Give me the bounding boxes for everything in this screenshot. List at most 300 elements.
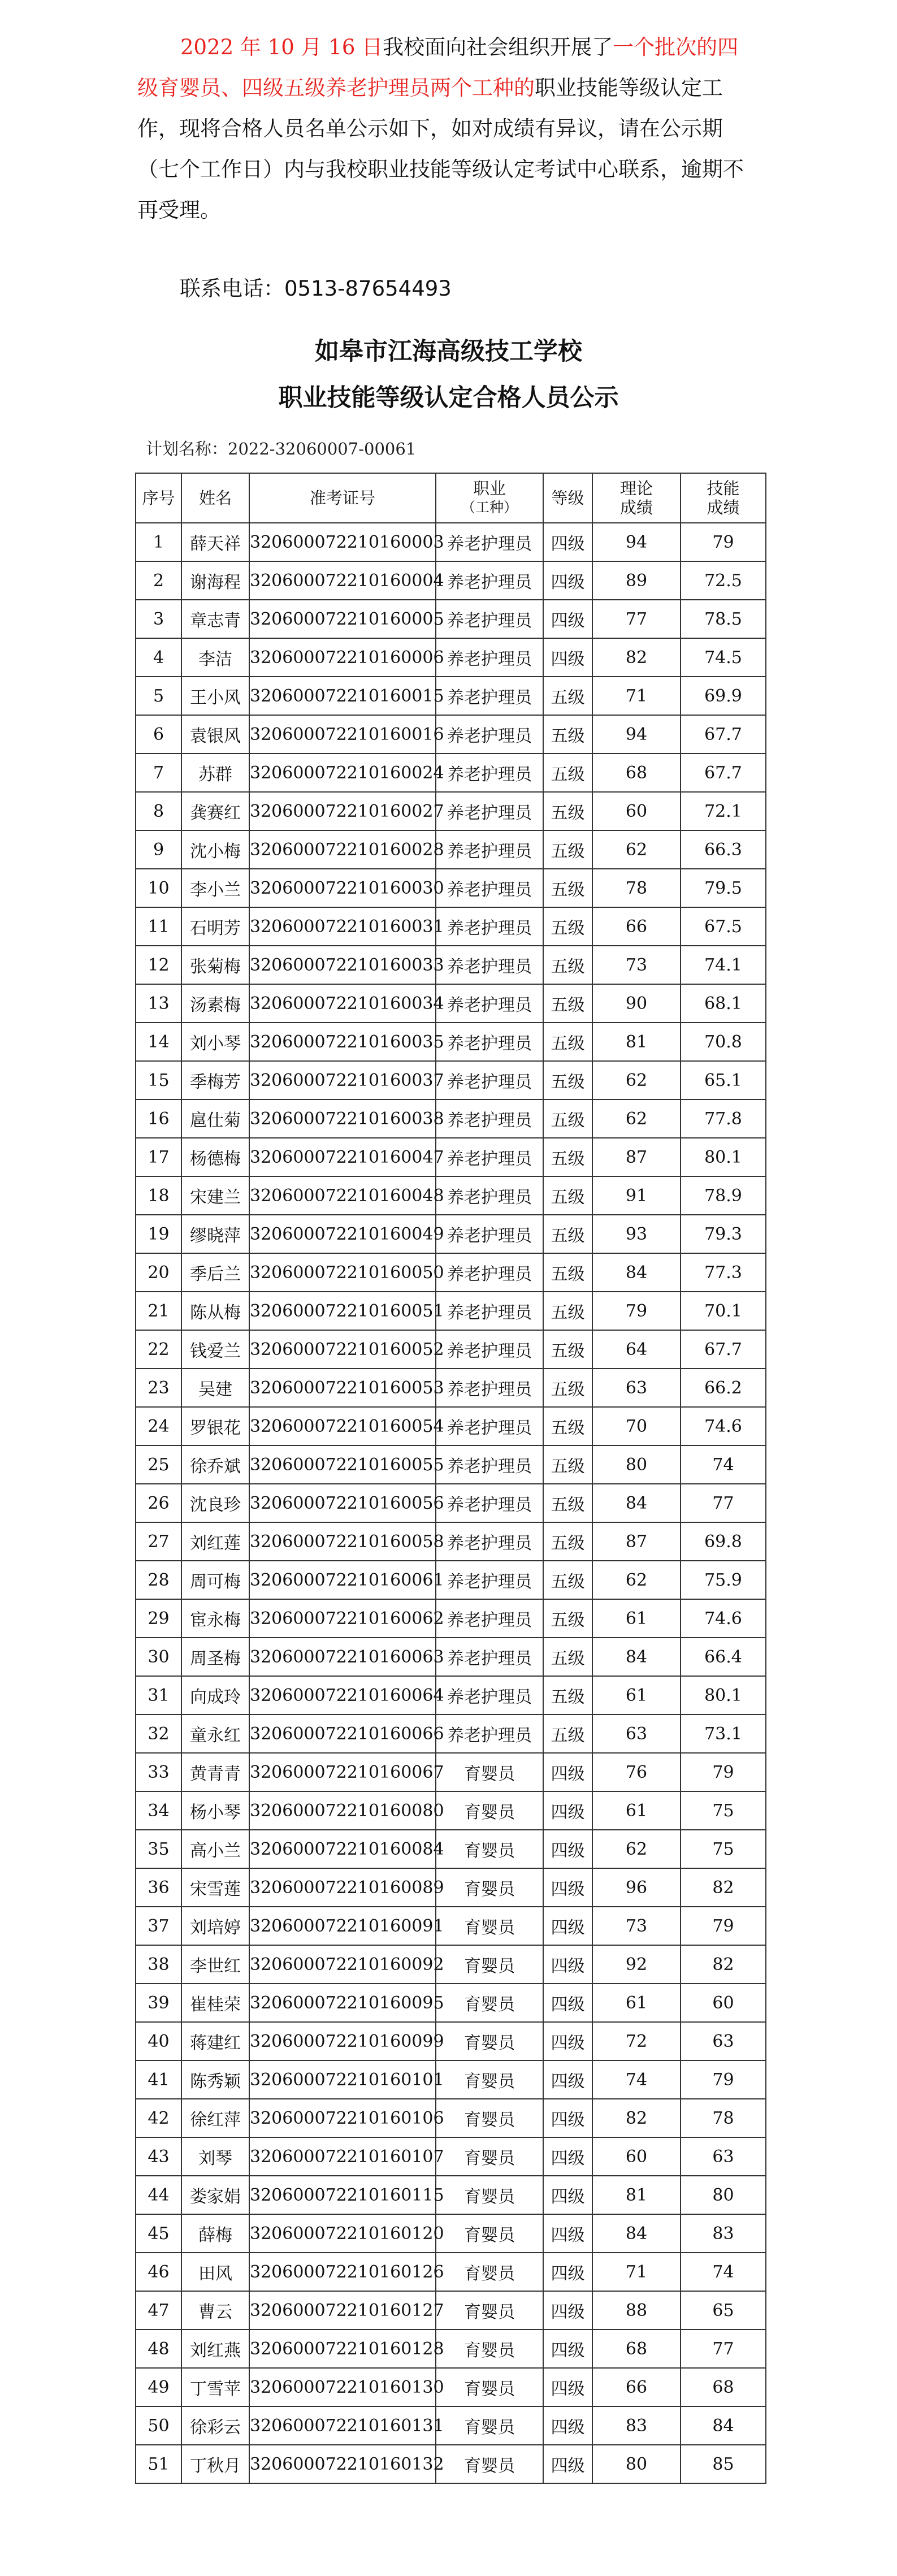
cell-exam-no: 320600072210160050	[249, 1253, 436, 1292]
contact-phone	[180, 271, 452, 302]
table-row	[136, 1868, 766, 1907]
cell-seq: 47	[136, 2291, 181, 2330]
cell-theory-score: 62	[592, 830, 681, 869]
cell-theory-score: 62	[592, 1830, 681, 1868]
cell-seq: 34	[136, 1791, 181, 1830]
cell-exam-no: 320600072210160003	[249, 523, 436, 561]
cell-seq: 40	[136, 2022, 181, 2060]
cell-skill-score: 73.1	[681, 1715, 766, 1753]
cell-occupation: 养老护理员	[436, 1676, 543, 1715]
table-row	[136, 1676, 766, 1715]
cell-theory-score: 66	[592, 907, 681, 946]
table-row	[136, 1445, 766, 1484]
cell-level: 五级	[543, 1253, 592, 1292]
cell-theory-score: 94	[592, 715, 681, 754]
cell-seq: 10	[136, 869, 181, 907]
cell-level: 四级	[543, 2445, 592, 2483]
header-skill	[681, 473, 766, 523]
cell-skill-score: 74	[681, 1445, 766, 1484]
cell-name: 扈仕菊	[181, 1099, 249, 1138]
cell-name: 钱爱兰	[181, 1330, 249, 1369]
cell-theory-score: 61	[592, 1984, 681, 2022]
cell-skill-score: 85	[681, 2445, 766, 2483]
cell-name: 周圣梅	[181, 1638, 249, 1676]
cell-name: 丁雪苹	[181, 2368, 249, 2406]
cell-theory-score: 68	[592, 2330, 681, 2368]
phone-number: 0513-87654493	[284, 276, 452, 301]
cell-exam-no: 320600072210160030	[249, 869, 436, 907]
cell-skill-score: 70.1	[681, 1292, 766, 1330]
table-row	[136, 677, 766, 715]
cell-skill-score: 65.1	[681, 1061, 766, 1099]
cell-occupation: 育婴员	[436, 2368, 543, 2406]
cell-name: 李世红	[181, 1945, 249, 1984]
cell-seq: 49	[136, 2368, 181, 2406]
cell-exam-no: 320600072210160126	[249, 2253, 436, 2291]
cell-level: 四级	[543, 600, 592, 638]
cell-occupation: 育婴员	[436, 2406, 543, 2445]
cell-name: 宋建兰	[181, 1176, 249, 1215]
cell-skill-score: 74.1	[681, 946, 766, 984]
cell-name: 杨小琴	[181, 1791, 249, 1830]
cell-seq: 20	[136, 1253, 181, 1292]
cell-seq: 15	[136, 1061, 181, 1099]
cell-exam-no: 320600072210160015	[249, 677, 436, 715]
cell-name: 刘培婷	[181, 1907, 249, 1945]
cell-level: 四级	[543, 2176, 592, 2214]
cell-skill-score: 84	[681, 2406, 766, 2445]
cell-skill-score: 74	[681, 2253, 766, 2291]
cell-theory-score: 93	[592, 1215, 681, 1253]
cell-name: 曹云	[181, 2291, 249, 2330]
cell-occupation: 养老护理员	[436, 1061, 543, 1099]
cell-occupation: 育婴员	[436, 2022, 543, 2060]
cell-seq: 7	[136, 754, 181, 792]
cell-exam-no: 320600072210160031	[249, 907, 436, 946]
cell-occupation: 养老护理员	[436, 1484, 543, 1522]
cell-theory-score: 84	[592, 1484, 681, 1522]
cell-level: 四级	[543, 1791, 592, 1830]
cell-exam-no: 320600072210160056	[249, 1484, 436, 1522]
cell-exam-no: 320600072210160037	[249, 1061, 436, 1099]
cell-level: 五级	[543, 946, 592, 984]
cell-name: 汤素梅	[181, 984, 249, 1023]
cell-level: 四级	[543, 561, 592, 600]
table-row	[136, 1407, 766, 1445]
cell-seq: 26	[136, 1484, 181, 1522]
cell-occupation: 养老护理员	[436, 1369, 543, 1407]
cell-occupation: 养老护理员	[436, 1638, 543, 1676]
cell-level: 四级	[543, 2214, 592, 2253]
cell-name: 徐彩云	[181, 2406, 249, 2445]
cell-exam-no: 320600072210160058	[249, 1522, 436, 1561]
cell-skill-score: 79	[681, 1907, 766, 1945]
table-row	[136, 2022, 766, 2060]
cell-occupation: 养老护理员	[436, 830, 543, 869]
cell-name: 周可梅	[181, 1561, 249, 1599]
cell-theory-score: 91	[592, 1176, 681, 1215]
cell-occupation: 养老护理员	[436, 1215, 543, 1253]
cell-theory-score: 71	[592, 677, 681, 715]
cell-occupation: 育婴员	[436, 2060, 543, 2099]
cell-seq: 32	[136, 1715, 181, 1753]
table-row	[136, 1522, 766, 1561]
cell-seq: 24	[136, 1407, 181, 1445]
table-row	[136, 1176, 766, 1215]
table-row	[136, 1907, 766, 1945]
cell-seq: 4	[136, 638, 181, 677]
table-row	[136, 2406, 766, 2445]
cell-theory-score: 61	[592, 1676, 681, 1715]
cell-name: 宦永梅	[181, 1599, 249, 1638]
cell-exam-no: 320600072210160128	[249, 2330, 436, 2368]
cell-name: 杨德梅	[181, 1138, 249, 1176]
cell-level: 五级	[543, 1561, 592, 1599]
cell-level: 四级	[543, 638, 592, 677]
cell-skill-score: 67.7	[681, 754, 766, 792]
cell-exam-no: 320600072210160064	[249, 1676, 436, 1715]
table-row	[136, 2060, 766, 2099]
cell-seq: 12	[136, 946, 181, 984]
cell-occupation: 育婴员	[436, 1984, 543, 2022]
cell-theory-score: 62	[592, 1099, 681, 1138]
cell-theory-score: 87	[592, 1138, 681, 1176]
cell-theory-score: 96	[592, 1868, 681, 1907]
cell-seq: 35	[136, 1830, 181, 1868]
cell-name: 丁秋月	[181, 2445, 249, 2483]
cell-skill-score: 75	[681, 1791, 766, 1830]
cell-theory-score: 94	[592, 523, 681, 561]
cell-theory-score: 61	[592, 1599, 681, 1638]
table-row	[136, 638, 766, 677]
cell-seq: 50	[136, 2406, 181, 2445]
cell-name: 刘红燕	[181, 2330, 249, 2368]
cell-level: 五级	[543, 1138, 592, 1176]
header-occupation-line2: （工种）	[461, 499, 518, 516]
cell-exam-no: 320600072210160027	[249, 792, 436, 830]
table-body	[136, 523, 766, 2483]
notice-text-1: 我校面向社会组织开展了	[383, 35, 613, 59]
cell-name: 李小兰	[181, 869, 249, 907]
cell-occupation: 养老护理员	[436, 1023, 543, 1061]
cell-skill-score: 74.6	[681, 1407, 766, 1445]
cell-name: 刘小琴	[181, 1023, 249, 1061]
cell-level: 五级	[543, 1522, 592, 1561]
cell-level: 四级	[543, 2137, 592, 2176]
cell-exam-no: 320600072210160107	[249, 2137, 436, 2176]
table-row	[136, 1638, 766, 1676]
cell-exam-no: 320600072210160006	[249, 638, 436, 677]
cell-level: 五级	[543, 1099, 592, 1138]
cell-name: 薛梅	[181, 2214, 249, 2253]
cell-name: 苏群	[181, 754, 249, 792]
table-row	[136, 1791, 766, 1830]
cell-seq: 46	[136, 2253, 181, 2291]
cell-level: 五级	[543, 1176, 592, 1215]
cell-level: 五级	[543, 1638, 592, 1676]
cell-occupation: 育婴员	[436, 2445, 543, 2483]
table-row	[136, 946, 766, 984]
cell-exam-no: 320600072210160101	[249, 2060, 436, 2099]
cell-seq: 27	[136, 1522, 181, 1561]
cell-seq: 22	[136, 1330, 181, 1369]
table-header-row	[136, 473, 766, 523]
cell-theory-score: 60	[592, 2137, 681, 2176]
cell-exam-no: 320600072210160106	[249, 2099, 436, 2137]
cell-seq: 30	[136, 1638, 181, 1676]
cell-theory-score: 79	[592, 1292, 681, 1330]
table-row	[136, 792, 766, 830]
cell-skill-score: 70.8	[681, 1023, 766, 1061]
table-row	[136, 869, 766, 907]
cell-seq: 18	[136, 1176, 181, 1215]
header-exam-no: 准考证号	[249, 473, 436, 523]
cell-occupation: 养老护理员	[436, 1715, 543, 1753]
cell-skill-score: 79.3	[681, 1215, 766, 1253]
cell-exam-no: 320600072210160034	[249, 984, 436, 1023]
cell-theory-score: 68	[592, 754, 681, 792]
cell-occupation: 养老护理员	[436, 946, 543, 984]
notice-highlight: 一个批次的四级育婴员、四级五级养老护理员两个工种的	[137, 35, 739, 100]
cell-exam-no: 320600072210160047	[249, 1138, 436, 1176]
cell-occupation: 育婴员	[436, 1945, 543, 1984]
cell-name: 陈从梅	[181, 1292, 249, 1330]
cell-seq: 11	[136, 907, 181, 946]
cell-level: 四级	[543, 2406, 592, 2445]
cell-seq: 19	[136, 1215, 181, 1253]
cell-skill-score: 78.9	[681, 1176, 766, 1215]
table-row	[136, 1061, 766, 1099]
cell-exam-no: 320600072210160067	[249, 1753, 436, 1791]
cell-level: 四级	[543, 2060, 592, 2099]
cell-name: 张菊梅	[181, 946, 249, 984]
cell-occupation: 养老护理员	[436, 677, 543, 715]
cell-level: 四级	[543, 2253, 592, 2291]
cell-exam-no: 320600072210160080	[249, 1791, 436, 1830]
cell-exam-no: 320600072210160028	[249, 830, 436, 869]
cell-exam-no: 320600072210160127	[249, 2291, 436, 2330]
cell-exam-no: 320600072210160084	[249, 1830, 436, 1868]
cell-exam-no: 320600072210160024	[249, 754, 436, 792]
table-row	[136, 1330, 766, 1369]
cell-skill-score: 68.1	[681, 984, 766, 1023]
cell-name: 刘琴	[181, 2137, 249, 2176]
cell-theory-score: 61	[592, 1791, 681, 1830]
cell-theory-score: 82	[592, 638, 681, 677]
cell-seq: 25	[136, 1445, 181, 1484]
cell-theory-score: 62	[592, 1561, 681, 1599]
cell-seq: 2	[136, 561, 181, 600]
cell-name: 薛天祥	[181, 523, 249, 561]
cell-exam-no: 320600072210160051	[249, 1292, 436, 1330]
cell-level: 五级	[543, 1445, 592, 1484]
phone-label: 联系电话：	[180, 276, 284, 301]
header-occupation	[436, 473, 543, 523]
header-name: 姓名	[181, 473, 249, 523]
cell-level: 五级	[543, 1061, 592, 1099]
cell-occupation: 育婴员	[436, 2214, 543, 2253]
cell-exam-no: 320600072210160038	[249, 1099, 436, 1138]
cell-theory-score: 81	[592, 1023, 681, 1061]
cell-skill-score: 60	[681, 1984, 766, 2022]
cell-skill-score: 66.2	[681, 1369, 766, 1407]
cell-skill-score: 83	[681, 2214, 766, 2253]
table-row	[136, 600, 766, 638]
cell-level: 五级	[543, 1599, 592, 1638]
cell-name: 谢海程	[181, 561, 249, 600]
cell-exam-no: 320600072210160115	[249, 2176, 436, 2214]
table-row	[136, 2214, 766, 2253]
cell-skill-score: 69.8	[681, 1522, 766, 1561]
cell-name: 田风	[181, 2253, 249, 2291]
cell-skill-score: 66.3	[681, 830, 766, 869]
table-row	[136, 2368, 766, 2406]
cell-level: 四级	[543, 1830, 592, 1868]
cell-theory-score: 80	[592, 1445, 681, 1484]
cell-exam-no: 320600072210160099	[249, 2022, 436, 2060]
cell-skill-score: 79.5	[681, 869, 766, 907]
cell-name: 向成玲	[181, 1676, 249, 1715]
table-row	[136, 1138, 766, 1176]
cell-exam-no: 320600072210160005	[249, 600, 436, 638]
cell-seq: 3	[136, 600, 181, 638]
cell-seq: 44	[136, 2176, 181, 2214]
cell-level: 五级	[543, 715, 592, 754]
cell-skill-score: 77	[681, 2330, 766, 2368]
cell-level: 五级	[543, 1715, 592, 1753]
cell-exam-no: 320600072210160066	[249, 1715, 436, 1753]
cell-name: 吴建	[181, 1369, 249, 1407]
cell-exam-no: 320600072210160131	[249, 2406, 436, 2445]
cell-skill-score: 79	[681, 523, 766, 561]
cell-theory-score: 74	[592, 2060, 681, 2099]
cell-skill-score: 80	[681, 2176, 766, 2214]
table-row	[136, 1753, 766, 1791]
cell-level: 四级	[543, 2291, 592, 2330]
cell-skill-score: 75	[681, 1830, 766, 1868]
cell-occupation: 育婴员	[436, 1830, 543, 1868]
cell-level: 五级	[543, 1292, 592, 1330]
school-name: 如皋市江海高级技工学校	[315, 337, 582, 366]
cell-seq: 13	[136, 984, 181, 1023]
table-row	[136, 1484, 766, 1522]
cell-occupation: 养老护理员	[436, 1176, 543, 1215]
table-row	[136, 830, 766, 869]
table-row	[136, 1099, 766, 1138]
cell-level: 五级	[543, 1330, 592, 1369]
cell-occupation: 养老护理员	[436, 1407, 543, 1445]
table-row	[136, 715, 766, 754]
cell-name: 童永红	[181, 1715, 249, 1753]
cell-exam-no: 320600072210160054	[249, 1407, 436, 1445]
table-row	[136, 1215, 766, 1253]
cell-skill-score: 78	[681, 2099, 766, 2137]
cell-theory-score: 64	[592, 1330, 681, 1369]
plan-name: 计划名称：2022-32060007-00061	[146, 439, 417, 458]
cell-theory-score: 87	[592, 1522, 681, 1561]
cell-level: 五级	[543, 1676, 592, 1715]
cell-occupation: 育婴员	[436, 1868, 543, 1907]
cell-name: 王小风	[181, 677, 249, 715]
cell-seq: 41	[136, 2060, 181, 2099]
cell-exam-no: 320600072210160120	[249, 2214, 436, 2253]
cell-level: 四级	[543, 1868, 592, 1907]
cell-theory-score: 77	[592, 600, 681, 638]
cell-seq: 33	[136, 1753, 181, 1791]
cell-name: 罗银花	[181, 1407, 249, 1445]
cell-theory-score: 60	[592, 792, 681, 830]
cell-skill-score: 77.3	[681, 1253, 766, 1292]
cell-theory-score: 81	[592, 2176, 681, 2214]
qualified-personnel-table	[135, 473, 766, 2484]
cell-theory-score: 90	[592, 984, 681, 1023]
cell-seq: 23	[136, 1369, 181, 1407]
table-row	[136, 2137, 766, 2176]
cell-seq: 42	[136, 2099, 181, 2137]
cell-skill-score: 82	[681, 1868, 766, 1907]
cell-skill-score: 68	[681, 2368, 766, 2406]
cell-skill-score: 82	[681, 1945, 766, 1984]
table-row	[136, 1023, 766, 1061]
cell-seq: 8	[136, 792, 181, 830]
cell-theory-score: 72	[592, 2022, 681, 2060]
cell-name: 徐红萍	[181, 2099, 249, 2137]
notice-date: 2022 年 10 月 16 日	[180, 35, 383, 59]
cell-seq: 28	[136, 1561, 181, 1599]
table-row	[136, 1253, 766, 1292]
cell-name: 陈秀颖	[181, 2060, 249, 2099]
cell-theory-score: 80	[592, 2445, 681, 2483]
cell-seq: 14	[136, 1023, 181, 1061]
cell-name: 黄青青	[181, 1753, 249, 1791]
cell-level: 四级	[543, 1984, 592, 2022]
table-row	[136, 1945, 766, 1984]
cell-theory-score: 83	[592, 2406, 681, 2445]
cell-occupation: 养老护理员	[436, 1138, 543, 1176]
cell-exam-no: 320600072210160063	[249, 1638, 436, 1676]
cell-level: 五级	[543, 1215, 592, 1253]
table-row	[136, 1292, 766, 1330]
cell-skill-score: 72.5	[681, 561, 766, 600]
cell-level: 四级	[543, 523, 592, 561]
cell-skill-score: 79	[681, 2060, 766, 2099]
cell-level: 四级	[543, 1907, 592, 1945]
cell-theory-score: 92	[592, 1945, 681, 1984]
cell-seq: 39	[136, 1984, 181, 2022]
cell-seq: 6	[136, 715, 181, 754]
cell-occupation: 养老护理员	[436, 1292, 543, 1330]
cell-theory-score: 76	[592, 1753, 681, 1791]
cell-skill-score: 67.7	[681, 1330, 766, 1369]
cell-occupation: 育婴员	[436, 2291, 543, 2330]
cell-theory-score: 73	[592, 946, 681, 984]
cell-occupation: 养老护理员	[436, 984, 543, 1023]
cell-seq: 16	[136, 1099, 181, 1138]
cell-name: 季后兰	[181, 1253, 249, 1292]
cell-skill-score: 74.6	[681, 1599, 766, 1638]
cell-theory-score: 63	[592, 1369, 681, 1407]
cell-seq: 43	[136, 2137, 181, 2176]
cell-skill-score: 63	[681, 2022, 766, 2060]
cell-name: 娄家娟	[181, 2176, 249, 2214]
cell-seq: 37	[136, 1907, 181, 1945]
cell-name: 章志青	[181, 600, 249, 638]
table-row	[136, 1369, 766, 1407]
cell-level: 四级	[543, 2022, 592, 2060]
cell-occupation: 育婴员	[436, 2253, 543, 2291]
header-theory-line1: 理论	[619, 479, 653, 498]
cell-level: 五级	[543, 1484, 592, 1522]
